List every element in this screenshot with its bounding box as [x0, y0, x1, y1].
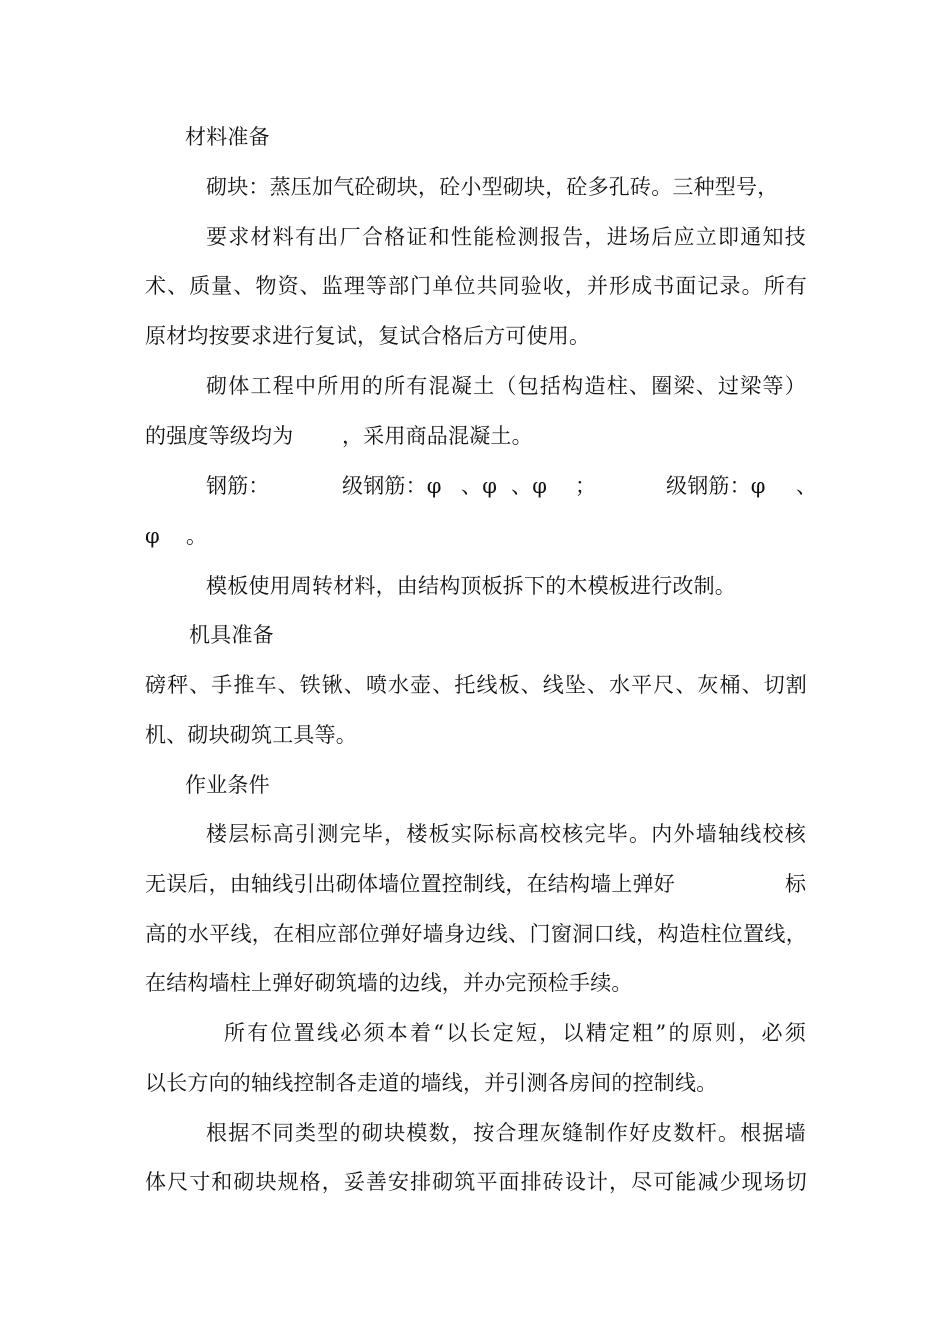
paragraph-requirements-line-3: 原材均按要求进行复试，复试合格后方可使用。 — [145, 324, 591, 348]
heading-conditions: 作业条件 — [185, 773, 270, 797]
paragraph-conditions-2-line-1: 所有位置线必须本着“以长定短，以精定粗”的原则，必须 — [224, 1021, 806, 1045]
paragraph-formwork: 模板使用周转材料，由结构顶板拆下的木模板进行改制。 — [206, 574, 736, 598]
paragraph-conditions-1-line-2a: 无误后，由轴线引出砌体墙位置控制线，在结构墙上弹好 — [145, 872, 675, 896]
paragraph-concrete-line-1: 砌体工程中所用的所有混凝土（包括构造柱、圈梁、过梁等） — [206, 374, 806, 398]
paragraph-conditions-1-line-3: 高的水平线，在相应部位弹好墙身边线、门窗洞口线，构造柱位置线， — [145, 922, 807, 946]
paragraph-requirements-line-2: 术、质量、物资、监理等部门单位共同验收，并形成书面记录。所有 — [145, 274, 807, 298]
paragraph-conditions-3-line-1: 根据不同类型的砌块模数，按合理灰缝制作好皮数杆。根据墙 — [206, 1121, 806, 1145]
heading-materials: 材料准备 — [185, 125, 270, 149]
paragraph-tools-line-2: 机、砌块砌筑工具等。 — [145, 723, 357, 747]
rebar-label: 钢筋： — [206, 474, 270, 498]
paragraph-conditions-1-line-1: 楼层标高引测完毕，楼板实际标高校核完毕。内外墙轴线校核 — [206, 822, 806, 846]
rebar-separator-3: 、 — [796, 474, 818, 498]
heading-tools: 机具准备 — [189, 623, 274, 647]
rebar-semicolon: ； — [575, 474, 597, 498]
rebar-grade-b: 级钢筋：φ — [666, 474, 766, 498]
paragraph-concrete-line-2b: ，采用商品混凝土。 — [342, 424, 533, 448]
paragraph-conditions-1-line-2b: 标 — [785, 872, 807, 896]
paragraph-concrete-line-2a: 的强度等级均为 — [145, 424, 294, 448]
rebar-end-phi: φ — [145, 524, 160, 548]
paragraph-requirements-line-1: 要求材料有出厂合格证和性能检测报告，进场后应立即通知技 — [206, 225, 806, 249]
rebar-grade-a: 级钢筋：φ — [342, 474, 442, 498]
paragraph-conditions-1-line-4: 在结构墙柱上弹好砌筑墙的边线，并办完预检手续。 — [145, 971, 633, 995]
paragraph-conditions-3-line-2: 体尺寸和砌块规格，妥善安排砌筑平面排砖设计，尽可能减少现场切 — [145, 1170, 807, 1194]
rebar-separator-1: 、φ — [461, 474, 498, 498]
rebar-end-period: 。 — [186, 524, 208, 548]
paragraph-tools-line-1: 磅秤、手推车、铁锹、喷水壶、托线板、线坠、水平尺、灰桶、切割 — [145, 673, 807, 697]
paragraph-blocks: 砌块：蒸压加气砼砌块，砼小型砌块，砼多孔砖。三种型号， — [206, 175, 779, 199]
paragraph-conditions-2-line-2: 以长方向的轴线控制各走道的墙线，并引测各房间的控制线。 — [145, 1071, 718, 1095]
rebar-separator-2: 、φ — [511, 474, 548, 498]
